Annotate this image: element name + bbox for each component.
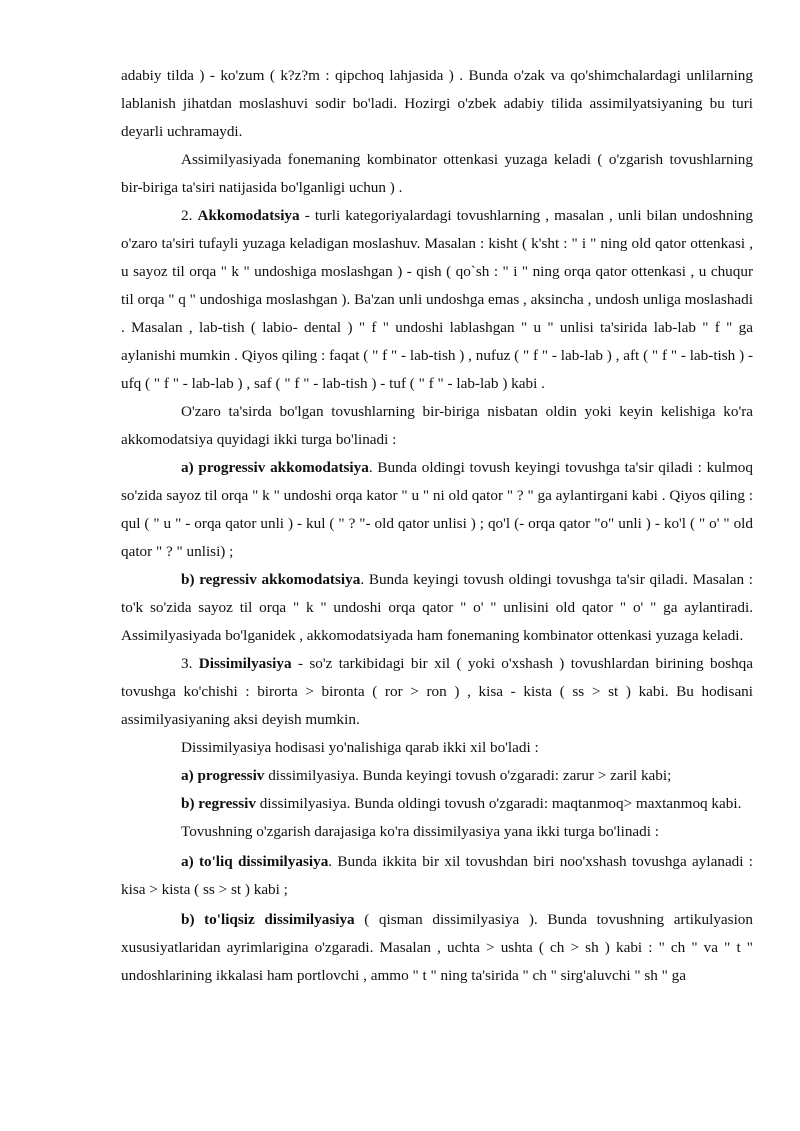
- text-span: . Bunda oldingi tovush keyingi tovushga ta'sir qiladi : kulmoq so'zida sayoz til orqa " k " undoshi orqa kator " u " ni old qator " ? " ga aylantirgani kabi . Qiyos qiling : qul ( " u " - orqa qator unli ) - kul ( " ? "- old qator unlisi ) ; qo'l (- orqa qator "o" unli ) - ko'l ( " o' " old qator " ? " unlisi) ;: [121, 459, 753, 560]
- paragraph: [121, 818, 753, 846]
- bold-term: a) progressiv akkomodatsiya: [181, 459, 369, 476]
- bold-term: a) to'liq dissimilyasiya: [181, 853, 329, 870]
- bold-term: Dissimilyasiya: [198, 655, 292, 672]
- paragraph: [121, 650, 753, 734]
- paragraph: [121, 62, 753, 146]
- paragraph: [121, 454, 753, 566]
- paragraph: [121, 566, 753, 650]
- text-span: Tovushning o'zgarish darajasiga ko'ra dissimilyasiya yana ikki turga bo'linadi :: [181, 823, 660, 840]
- paragraph: [121, 790, 753, 818]
- bold-term: Akkomodatsiya: [197, 207, 300, 224]
- text-span: 2.: [181, 207, 198, 224]
- text-span: ( qisman dissimilyasiya ). Bunda tovushning artikulyasion xususiyatlaridan ayrimlarigina o'zgaradi. Masalan , uchta > ushta ( ch > sh ) kabi : " ch " va " t " undoshlarining ikkalasi ham portlovchi , ammo " t " ning ta'sirida " ch " sirg'aluvchi " sh " ga: [121, 911, 753, 984]
- paragraph: [121, 146, 753, 202]
- paragraph: [121, 734, 753, 762]
- bold-term: a) progressiv: [181, 767, 265, 784]
- bold-term: b) to'liqsiz dissimilyasiya: [181, 911, 355, 928]
- text-span: Dissimilyasiya hodisasi yo'nalishiga qarab ikki xil bo'ladi :: [181, 739, 539, 756]
- text-span: O'zaro ta'sirda bo'lgan tovushlarning bir-biriga nisbatan oldin yoki keyin kelishiga ko'ra akkomodatsiya quyidagi ikki turga bo'linadi :: [121, 403, 753, 448]
- text-span: dissimilyasiya. Bunda oldingi tovush o'zgaradi: maqtanmoq> maxtanmoq kabi.: [255, 795, 742, 812]
- text-span: - turli kategoriyalardagi tovushlarning , masalan , unli bilan undoshning o'zaro ta'siri tufayli yuzaga keladigan moslashuv. Masalan : kisht ( k'sht : " i " ning old qator ottenkasi , u sayoz til orqa " k " undoshiga moslashgan ) - qish ( qo`sh : " i " ning orqa qator ottenkasi , u chuqur til orqa " q " undoshiga moslashgan ). Ba'zan unli undoshga emas , aksincha , undosh unliga moslashadi . Masalan , lab-tish ( labio- dental ) " f " undoshi lablashgan " u " unlisi ta'sirida lab-lab " f " ga aylanishi mumkin . Qiyos qiling : faqat ( " f " - lab-tish ) , nufuz ( " f " - lab-lab ) , aft ( " f " - lab-tish ) - ufq ( " f " - lab-lab ) , saf ( " f " - lab-tish ) - tuf ( " f " - lab-lab ) kabi .: [121, 207, 753, 392]
- document-body: [121, 62, 753, 990]
- bold-term: b) regressiv: [181, 795, 256, 812]
- text-span: . Bunda keyingi tovush oldingi tovushga ta'sir qiladi. Masalan : to'k so'zida sayoz til orqa " k " undoshi orqa qator " o' " unlisini old qator " o' " ga aylantiradi. Assimilyasiyada bo'lganidek , akkomodatsiyada ham fonemaning kombinator ottenkasi yuzaga keladi.: [121, 571, 754, 644]
- text-span: . Bunda ikkita bir xil tovushdan biri noo'xshash tovushga aylanadi : kisa > kista ( ss > st ) kabi ;: [121, 853, 754, 898]
- text-span: dissimilyasiya. Bunda keyingi tovush o'zgaradi: zarur > zaril kabi;: [264, 767, 672, 784]
- paragraph: [121, 762, 753, 790]
- paragraph: [121, 906, 753, 990]
- text-span: - so'z tarkibidagi bir xil ( yoki o'xshash ) tovushlardan birining boshqa tovushga ko'chishi : birorta > bironta ( ror > ron ) , kisa - kista ( ss > st ) kabi. Bu hodisani assimilyasiyaning aksi deyish mumkin.: [121, 655, 754, 728]
- paragraph: [121, 848, 753, 904]
- paragraph: [121, 398, 753, 454]
- paragraph: [121, 202, 753, 398]
- bold-term: b) regressiv akkomodatsiya: [181, 571, 361, 588]
- text-span: adabiy tilda ) - ko'zum ( k?z?m : qipchoq lahjasida ) . Bunda o'zak va qo'shimchalardagi unlilarning lablanish jihatdan moslashuvi sodir bo'ladi. Hozirgi o'zbek adabiy tilida assimilyatsiyaning bu turi deyarli uchramaydi.: [121, 67, 753, 140]
- text-span: 3.: [181, 655, 199, 672]
- text-span: Assimilyasiyada fonemaning kombinator ottenkasi yuzaga keladi ( o'zgarish tovushlarning bir-biriga ta'siri natijasida bo'lganligi uchun ) .: [121, 151, 753, 196]
